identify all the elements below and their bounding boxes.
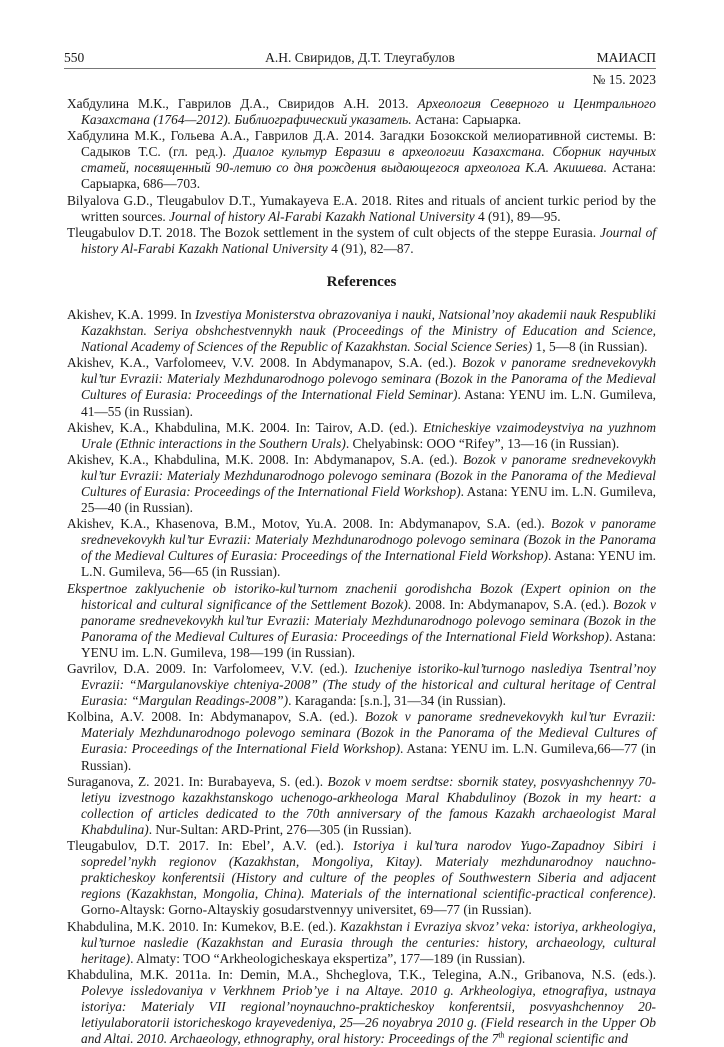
reference-title: Kazakhstan i Evraziya skvoz’ veka: istoriya, arkheologiya, kul’turnoe nasledie (Kazakhstan and Eurasia through the centuries: history, archaeology, cultural heritage) [81, 918, 656, 966]
reference-entry [67, 96, 656, 128]
reference-title: Izucheniye istoriko-kul’turnogo naslediya Tsentral’noy Evrazii: “Margulanovskiye chteniya-2008” (The study of the historical and cultural heritage of Central Eurasia: “Margulan Readings-2008”) [81, 661, 656, 709]
reference-text: Akishev, K.A., Khabdulina, M.K. 2004. In: Tairov, A.D. (ed.). [67, 419, 423, 435]
reference-title: Etnicheskiye vzaimodeystviya na yuzhnom Urale (Ethnic interactions in the Southern Urals) [81, 419, 657, 451]
reference-text: . Chelyabinsk: OOO “Rifey”, 13—16 (in Russian). [345, 435, 620, 451]
reference-entry [67, 193, 656, 225]
reference-text: . Karaganda: [s.n.], 31—34 (in Russian). [288, 693, 506, 709]
page-content [67, 96, 656, 1047]
reference-entry [67, 838, 656, 918]
reference-text: Akishev, K.A., Khasenova, B.M., Motov, Yu.A. 2008. In: Abdymanapov, S.A. (ed.). [67, 516, 551, 532]
reference-text: . Astana: YENU im. L.N. Gumileva, 41—55 (in Russian). [81, 387, 656, 419]
reference-title: Polevye issledovaniya v Verkhnem Priob’ye i na Altaye. 2010 g. Arkheologiya, etnografiya, ustnaya istoriya: Materialy VII regional’noynauchno-prakticheskoy konferentsii, posvyashchennoy 20-letiyulaboratorii istoricheskogo krayevedeniya, 25—26 noyabrya 2010 g. (Field research in the Upper Ob and Altai. 2010. Archaeology, ethnography, oral history: Proceedings of the 7 [81, 982, 656, 1047]
reference-entry [67, 919, 656, 967]
reference-text: Хабдулина М.К., Гаврилов Д.А., Свиридов А.Н. 2013. [67, 96, 418, 111]
reference-entry [67, 774, 656, 838]
journal-issue: № 15. 2023 [592, 72, 656, 87]
reference-entry [67, 128, 656, 192]
reference-entry [67, 307, 656, 355]
reference-title: Bozok v panorame srednevekovykh kul’tur Evrazii: Materialy Mezhdunarodnogo polevogo seminara (Bozok in the Panorama of the Medieval Cultures of Eurasia: Proceedings of the International Field Workshop) [81, 451, 656, 499]
reference-title: Bozok v moem serdtse: sbornik statey, posvyashchennyy 70-letiyu izvestnogo kazakhstanskogo uchenogo-arkheologa Maral Khabdulinoy (Bozok in my heart: a collection of articles dedicated to the 70th anniversary of the famous Kazakh archaeologist Maral Khabdulina) [81, 773, 656, 837]
reference-entry [67, 661, 656, 709]
bibliography-cyrillic [67, 96, 656, 257]
reference-entry [67, 967, 656, 1047]
reference-text: Khabdulina, M.K. 2010. In: Kumekov, B.E. (ed.). [67, 918, 341, 934]
reference-text: . Astana: YENU im. L.N. Gumileva,66—77 (in Russian). [81, 741, 656, 773]
reference-text: Tleugabulov, D.T. 2017. In: Ebel’, A.V. (ed.). [67, 838, 353, 854]
reference-entry [67, 355, 656, 419]
reference-entry [67, 709, 656, 773]
ordinal-suffix: th [498, 1030, 505, 1040]
reference-text: Kolbina, A.V. 2008. In: Abdymanapov, S.A. (ed.). [67, 709, 365, 725]
reference-entry [67, 452, 656, 516]
reference-text: . Astana: YENU im. L.N. Gumileva, 198—199 (in Russian). [81, 628, 656, 660]
reference-text: . Almaty: TOO “Arkheologicheskaya ekspertiza”, 177—189 (in Russian). [130, 950, 526, 966]
reference-text: . Astana: YENU im. L.N. Gumileva, 25—40 (in Russian). [81, 483, 656, 516]
reference-title: Ekspertnoe zaklyuchenie ob istoriko-kul’turnom znachenii gorodishcha Bozok (Expert opinion on the historical and cultural significance of the Settlement Bozok) [67, 580, 656, 612]
reference-text: Akishev, K.A., Khabdulina, M.K. 2008. In: Abdymanapov, S.A. (ed.). [67, 451, 463, 467]
reference-title: Journal of history Al-Farabi Kazakh National University [81, 224, 656, 256]
reference-text: . Nur-Sultan: ARD-Print, 276—305 (in Russian). [148, 821, 412, 837]
reference-text: Akishev, K.A. 1999. In [67, 306, 195, 322]
reference-title: Journal of history Al-Farabi Kazakh National University [169, 208, 475, 224]
reference-text: 1, 5—8 (in Russian). [532, 339, 648, 355]
reference-text: Астана: Сарыарка, 686—703. [81, 160, 656, 192]
journal-name: МАИАСП [596, 50, 656, 65]
reference-text: Bilyalova G.D., Tleugabulov D.T., Yumakayeva E.A. 2018. Rites and rituals of ancient turkic period by the written sources. [67, 192, 656, 224]
reference-title-continued: regional scientific and [504, 1031, 628, 1047]
references-list [67, 307, 656, 967]
reference-title: Izvestiya Monisterstva obrazovaniya i nauki, Natsional’noy akademii nauk Respubliki Kazakhstan. Seriya obshchestvennykh nauk (Proceedings of the Ministry of Education and Science, National Academy of Sciences of the Republic of Kazakhstan. Social Science Series) [81, 306, 656, 355]
reference-title: Диалог культур Евразии в археологии Казахстана. Сборник научных статей, посвященный 90-летию со дня рождения выдающегося археолога К.А. Акишева. [81, 144, 656, 176]
reference-text: 4 (91), 82—87. [327, 240, 414, 256]
reference-title: Bozok v panorame srednevekovykh kul’tur Evrazii: Materialy Mezhdunarodnogo polevogo seminara (Bozok in the Panorama of the Medieval Cultures of Eurasia: Proceedings of the International Field Workshop) [81, 709, 657, 757]
reference-entry [67, 581, 656, 661]
reference-title: Bozok v panorame srednevekovykh kul’tur Evrazii: Materialy Mezhdunarodnogo polevogo seminara (Bozok in the Panorama of the Medieval Cultures of Eurasia: Proceedings of the International Field Workshop) [81, 516, 657, 564]
reference-text: Астана: Сарыарка. [411, 112, 522, 128]
reference-text: Gavrilov, D.A. 2009. In: Varfolomeev, V.V. (ed.). [67, 661, 355, 676]
reference-title: Istoriya i kul’tura narodov Yugo-Zapadnoy Sibiri i sopredel’nykh regionov (Kazakhstan, Mongoliya, Kitay). Materialy mezhdunarodnoy nauchno-prakticheskoy konferentsii (History and culture of the peoples of Southwestern Siberia and adjacent regions (Kazakhstan, Mongolia, China). Materials of the international scientific-practical conference) [81, 838, 657, 902]
references-heading: References [326, 273, 397, 290]
reference-text: Akishev, K.A., Varfolomeev, V.V. 2008. In Abdymanapov, S.A. (ed.). [67, 355, 462, 371]
reference-text: Tleugabulov D.T. 2018. The Bozok settlement in the system of cult objects of the steppe Eurasia. [67, 224, 600, 240]
reference-entry [67, 516, 656, 580]
reference-text: Khabdulina, M.K. 2011a. In: Demin, M.A., Shcheglova, T.K., Telegina, A.N., Gribanova, N.S. (eds.). [67, 966, 656, 982]
reference-text: . Gorno-Altaysk: Gorno-Altayskiy gosudarstvennyy universitet, 69—77 (in Russian). [81, 886, 656, 918]
page-number: 550 [64, 50, 85, 65]
reference-text: Suraganova, Z. 2021. In: Burabayeva, S. (ed.). [67, 773, 328, 789]
reference-text: Хабдулина М.К., Гольева А.А., Гаврилов Д.А. 2014. Загадки Бозокской мелиоративной системы. В: Садыков Т.С. (гл. ред.). [67, 128, 656, 160]
reference-title: Bozok v panorame srednevekovykh kul’tur Evrazii: Materialy Mezhdunarodnogo polevogo seminara (Bozok in the Panorama of the Medieval Cultures of Eurasia: Proceedings of the International Field Workshop) [81, 596, 656, 644]
reference-entry [67, 420, 656, 452]
running-header-authors: А.Н. Свиридов, Д.Т. Тлеугабулов [265, 50, 455, 65]
reference-title: Археология Северного и Центрального Казахстана (1764—2012). Библиографический указатель. [81, 96, 656, 128]
reference-entry [67, 225, 656, 257]
reference-text: . 2008. In: Abdymanapov, S.A. (ed.). [407, 596, 614, 612]
reference-title: Bozok v panorame srednevekovykh kul’tur Evrazii: Materialy Mezhdunarodnogo polevogo seminara (Bozok in the Panorama of the Medieval Cultures of Eurasia: Proceedings of the International Field Seminar) [81, 355, 656, 403]
reference-text: 4 (91), 89—95. [474, 208, 561, 224]
reference-text: . Astana: YENU im. L.N. Gumileva, 56—65 (in Russian). [81, 548, 657, 580]
running-header [64, 50, 656, 69]
